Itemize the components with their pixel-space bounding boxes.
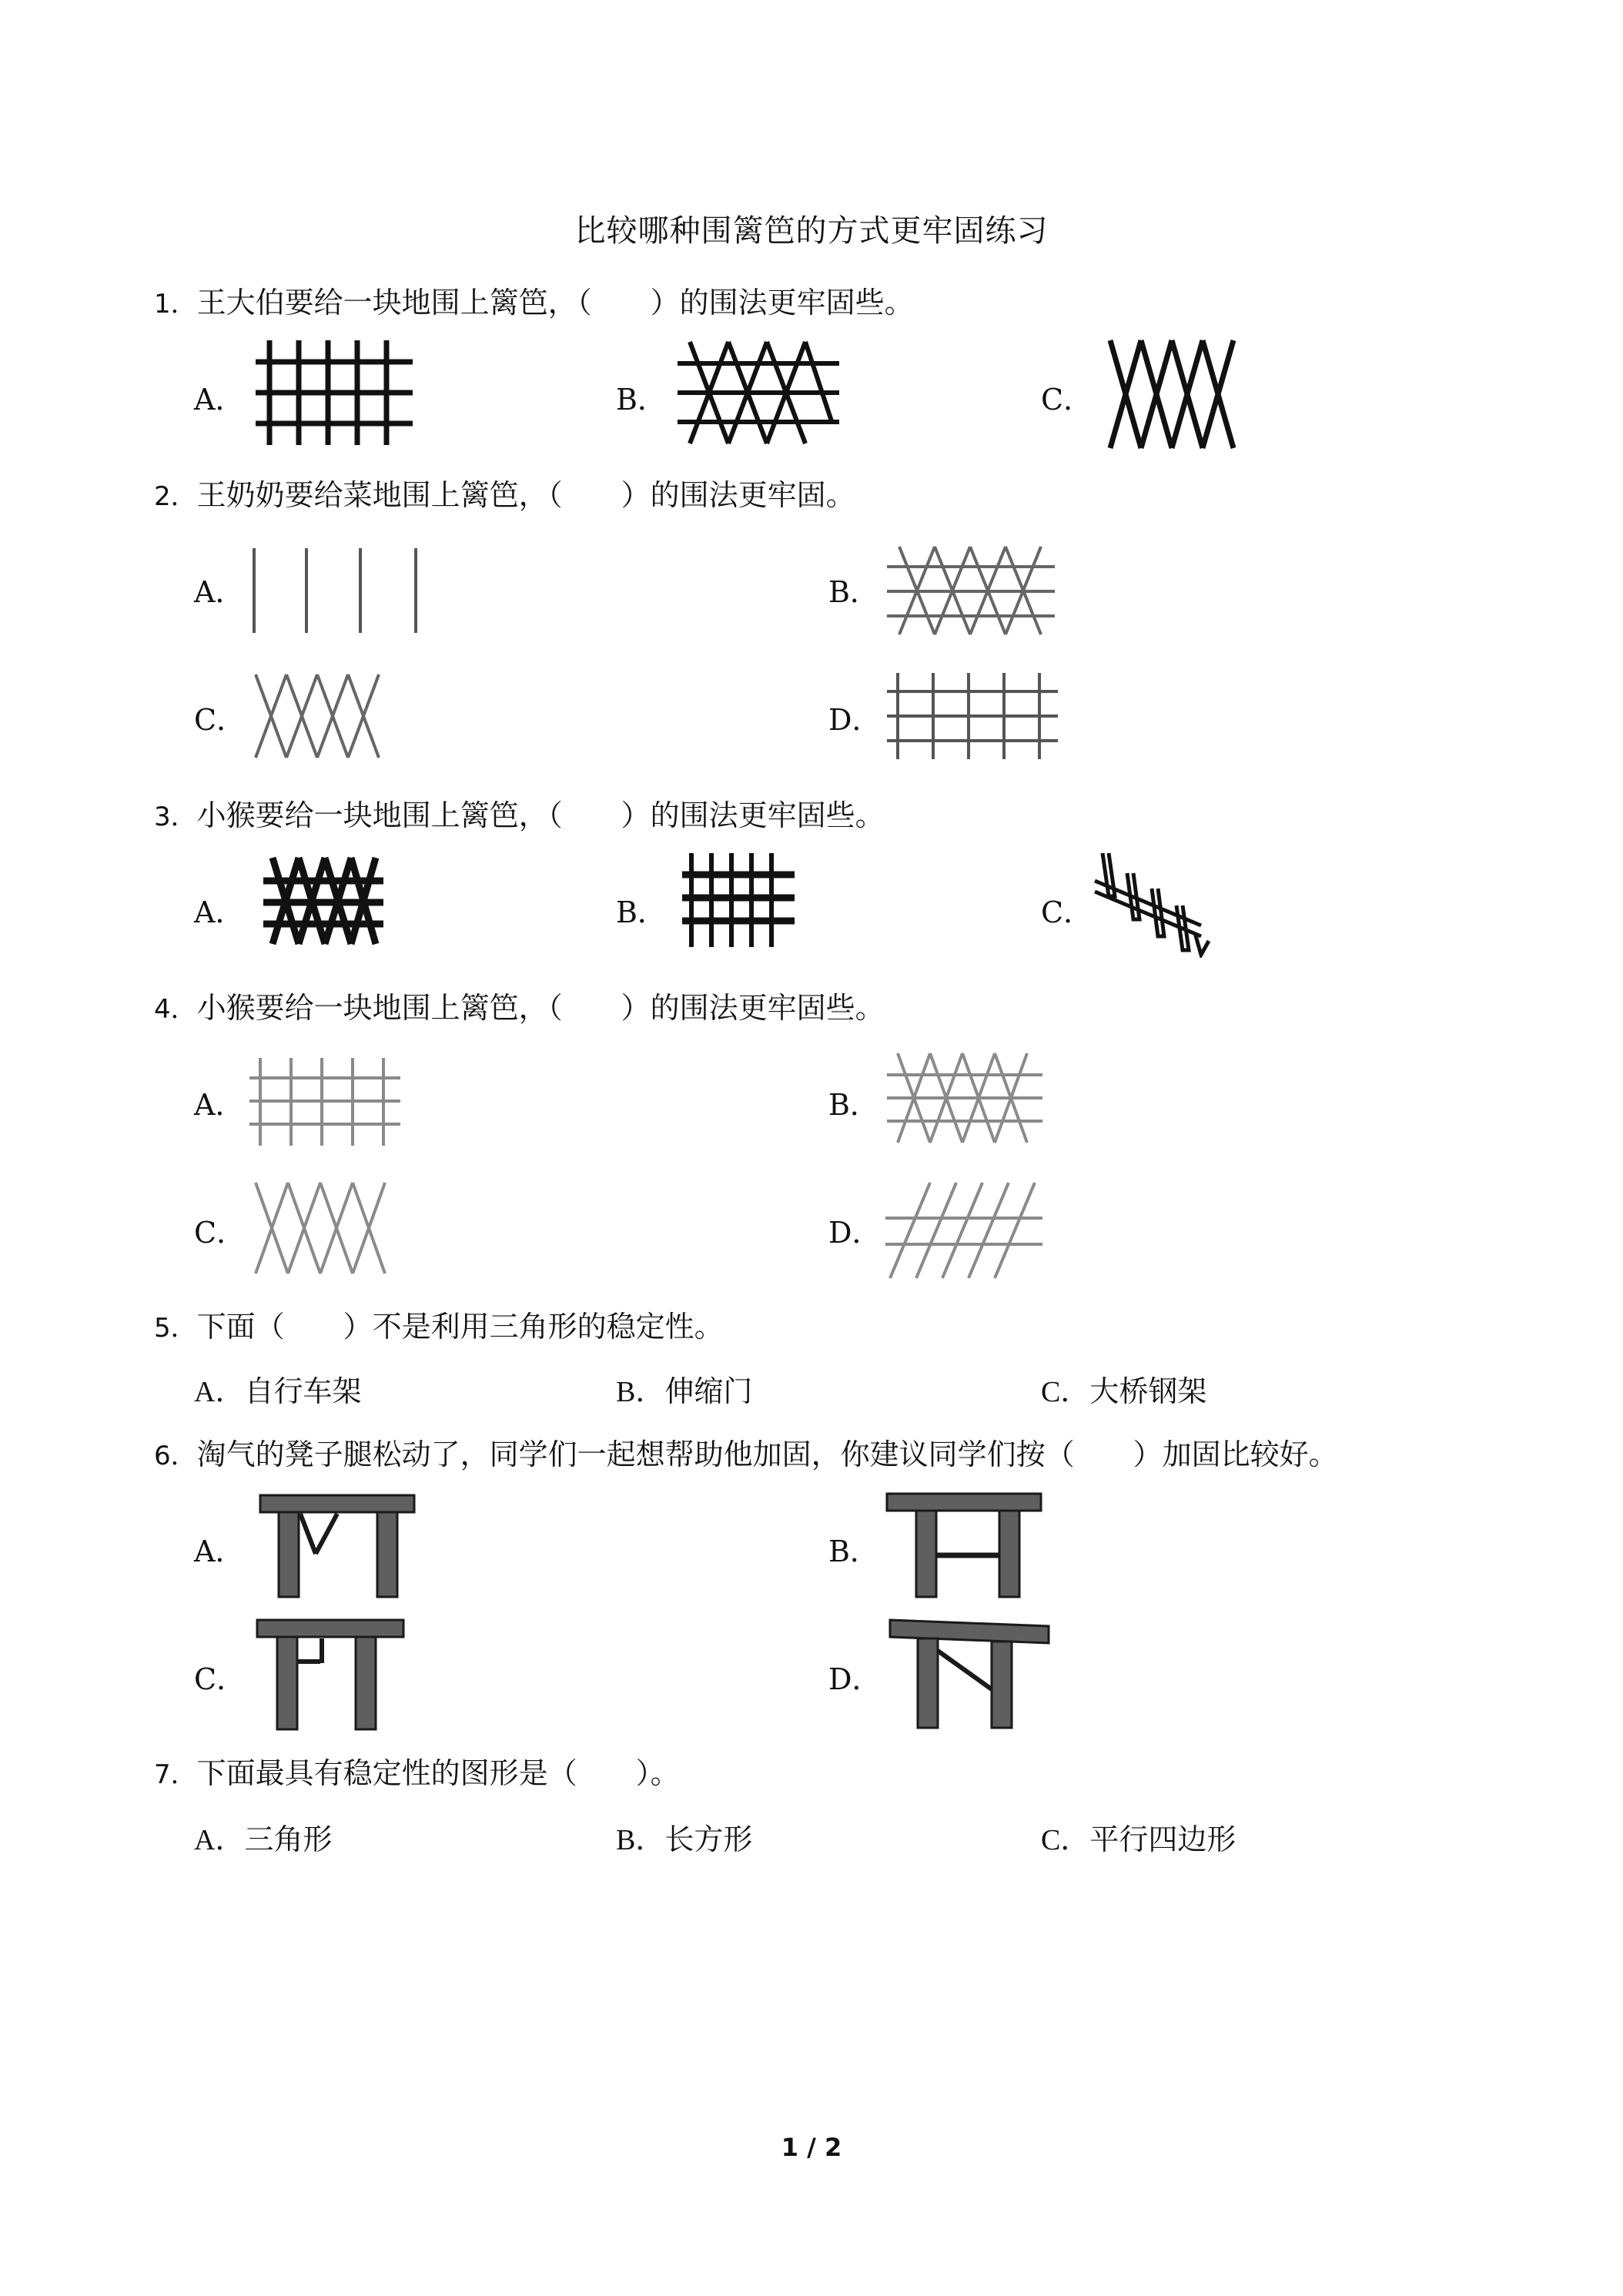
question-number: 4． — [154, 994, 197, 1025]
question-5 — [154, 1303, 724, 1345]
question-text: 小猴要给一块地围上篱笆，（ ）的围法更牢固些。 — [196, 991, 885, 1025]
q5-option-b[interactable] — [616, 1367, 752, 1410]
page-number: 1 / 2 — [781, 2133, 842, 2162]
question-text: 王奶奶要给菜地围上篱笆，（ ）的围法更牢固。 — [196, 478, 855, 512]
option-text: 长方形 — [664, 1822, 753, 1856]
q2-option-c-label[interactable]: C． — [194, 703, 246, 737]
question-text: 小猴要给一块地围上篱笆，（ ）的围法更牢固些。 — [196, 798, 885, 832]
q2-option-b-label[interactable]: B． — [828, 575, 879, 609]
q2-option-d-label[interactable]: D． — [828, 703, 882, 737]
q6-bench-diagonal-brace-figure — [887, 1615, 1053, 1731]
q2-fence-posts-figure — [245, 545, 430, 636]
q6-bench-h-brace-figure — [884, 1491, 1046, 1600]
q3-fence-cross-rail-figure — [262, 855, 385, 947]
option-text: 平行四边形 — [1089, 1822, 1236, 1856]
q6-option-d-label[interactable]: D． — [828, 1662, 882, 1696]
option-label: A． — [194, 1824, 245, 1856]
question-text: 下面最具有稳定性的图形是（ ）。 — [196, 1756, 680, 1790]
q2-fence-cross-figure — [251, 671, 390, 761]
q4-option-d-label[interactable]: D． — [828, 1216, 882, 1250]
q1-fence-cross-rail-figure — [674, 339, 844, 447]
q6-option-a-label[interactable]: A． — [194, 1535, 245, 1568]
option-label: B． — [616, 1376, 665, 1408]
q1-fence-cross-figure — [1106, 337, 1244, 451]
q1-option-c-label[interactable]: C． — [1041, 383, 1093, 417]
q7-option-b[interactable] — [616, 1816, 752, 1858]
q3-option-c-label[interactable]: C． — [1041, 895, 1093, 929]
option-label: B． — [616, 1824, 665, 1856]
q1-fence-grid-figure — [251, 339, 420, 447]
question-number: 5． — [154, 1313, 197, 1344]
q2-option-a-label[interactable]: A． — [194, 575, 245, 609]
question-6 — [154, 1431, 1338, 1473]
question-number: 7． — [154, 1759, 197, 1790]
q5-option-a[interactable] — [194, 1367, 361, 1410]
q4-fence-cross-rail-figure — [884, 1050, 1046, 1146]
q6-bench-short-brace-figure — [254, 1617, 408, 1732]
q5-option-c[interactable] — [1041, 1367, 1206, 1410]
page-title: 比较哪种围篱笆的方式更牢固练习 — [574, 213, 1049, 249]
option-text: 伸缩门 — [664, 1374, 753, 1408]
question-text: 下面（ ）不是利用三角形的稳定性。 — [196, 1310, 724, 1344]
q3-option-a-label[interactable]: A． — [194, 895, 245, 929]
q4-option-a-label[interactable]: A． — [194, 1088, 245, 1122]
q3-fence-grid-figure — [681, 850, 796, 950]
q1-option-b-label[interactable]: B． — [616, 383, 667, 417]
q7-option-a[interactable] — [194, 1816, 332, 1858]
q1-option-a-label[interactable]: A． — [194, 383, 245, 417]
question-text: 淘气的凳子腿松动了，同学们一起想帮助他加固，你建议同学们按（ ）加固比较好。 — [196, 1438, 1338, 1471]
option-label: A． — [194, 1376, 245, 1408]
question-1 — [154, 279, 914, 321]
question-number: 2． — [154, 481, 197, 512]
question-number: 3． — [154, 802, 197, 832]
q7-option-c[interactable] — [1041, 1816, 1236, 1858]
question-2 — [154, 471, 855, 514]
q4-option-b-label[interactable]: B． — [828, 1088, 879, 1122]
question-number: 6． — [154, 1441, 197, 1471]
q6-option-c-label[interactable]: C． — [194, 1662, 246, 1696]
option-text: 大桥钢架 — [1089, 1374, 1207, 1408]
q3-option-b-label[interactable]: B． — [616, 895, 667, 929]
option-label: C． — [1041, 1376, 1090, 1408]
q3-fence-slanted-figure — [1093, 850, 1216, 958]
q4-fence-grid-figure — [246, 1055, 403, 1149]
option-text: 自行车架 — [244, 1374, 362, 1408]
question-number: 1． — [154, 289, 197, 320]
q2-fence-cross-rail-figure — [884, 544, 1061, 638]
question-3 — [154, 792, 885, 834]
q4-fence-slanted-figure — [884, 1180, 1046, 1281]
q6-bench-v-brace-figure — [257, 1492, 419, 1600]
question-4 — [154, 984, 885, 1026]
option-label: C． — [1041, 1824, 1090, 1856]
question-text: 王大伯要给一块地围上篱笆，（ ）的围法更牢固些。 — [196, 286, 914, 320]
q2-fence-grid-figure — [884, 670, 1061, 762]
q6-option-b-label[interactable]: B． — [828, 1535, 879, 1568]
q4-option-c-label[interactable]: C． — [194, 1216, 246, 1250]
question-7 — [154, 1749, 680, 1792]
option-text: 三角形 — [244, 1822, 333, 1856]
q4-fence-cross-figure — [251, 1180, 393, 1277]
